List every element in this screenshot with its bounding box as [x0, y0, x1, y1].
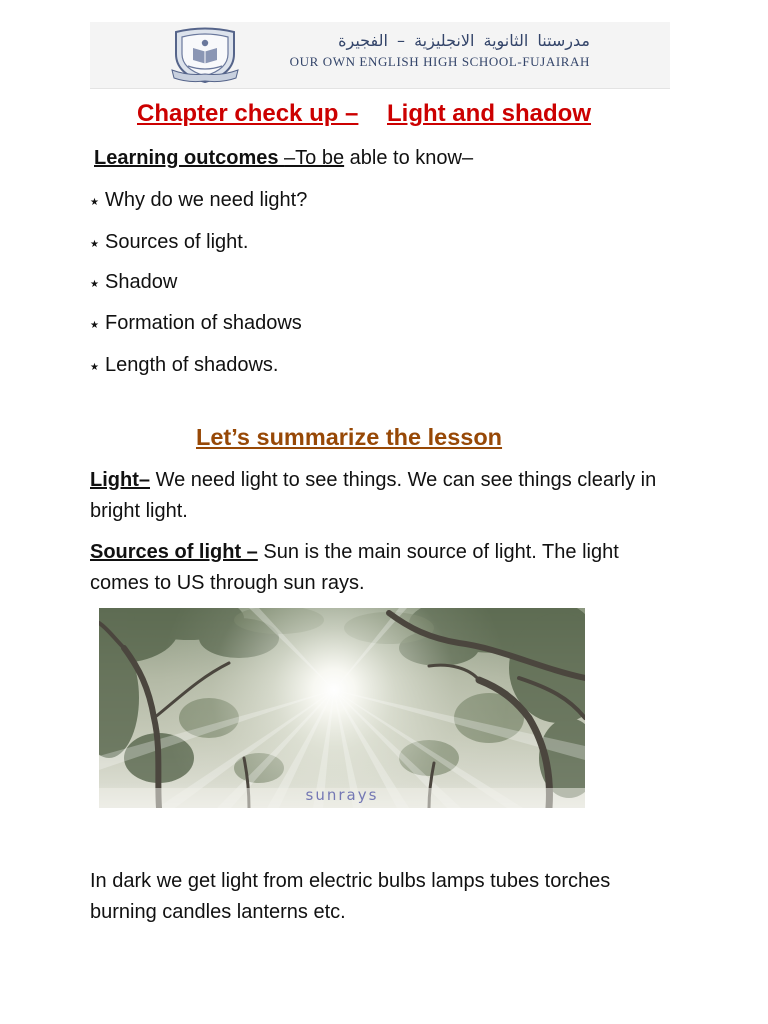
list-item — [90, 311, 302, 338]
sources-paragraph — [90, 537, 619, 599]
learning-outcomes-label: Learning outcomes — [94, 147, 279, 169]
summary-heading: Let’s summarize the lesson — [196, 424, 503, 450]
list-item-text: Formation of shadows — [105, 312, 302, 334]
dark-light-paragraph — [90, 866, 610, 928]
light-text-line: We need light to see things. We can see things clearly in — [155, 469, 657, 491]
list-item-text: Length of shadows. — [105, 354, 279, 376]
star-icon — [90, 191, 105, 215]
school-crest-logo — [168, 26, 242, 84]
list-item-text: Why do we need light? — [105, 189, 308, 211]
photo-caption: sunrays — [305, 786, 379, 804]
light-paragraph — [90, 465, 656, 527]
star-icon — [90, 273, 105, 297]
school-header-banner — [90, 22, 670, 89]
learning-outcomes-heading — [94, 146, 473, 170]
list-item — [90, 188, 307, 215]
light-label: Light– — [90, 469, 150, 491]
list-item — [90, 230, 248, 257]
chapter-title: Chapter check up – — [137, 100, 359, 127]
school-name-english: OUR OWN ENGLISH HIGH SCHOOL-FUJAIRAH — [289, 54, 590, 69]
dark-text-line: In dark we get light from electric bulbs lamps tubes torches — [90, 870, 611, 892]
list-item — [90, 353, 278, 380]
light-text-line: bright light. — [90, 500, 188, 522]
sources-label: Sources of light – — [90, 541, 258, 563]
sunrays-photo — [99, 608, 585, 808]
sources-text-line: comes to US through sun rays. — [90, 572, 365, 594]
star-icon — [90, 233, 105, 257]
sources-text-line: Sun is the main source of light. The light — [263, 541, 619, 563]
list-item-text: Sources of light. — [105, 231, 249, 253]
learning-outcomes-rest: able to know– — [349, 147, 474, 169]
star-icon — [90, 314, 105, 338]
list-item — [90, 270, 177, 297]
chapter-subject: Light and shadow — [387, 100, 591, 127]
star-icon — [90, 356, 105, 380]
learning-outcomes-connector: –To be — [284, 147, 345, 169]
school-name-arabic: مدرستنا الثانوية الانجليزية – الفجيرة — [338, 31, 590, 50]
dark-text-line: burning candles lanterns etc. — [90, 901, 346, 923]
list-item-text: Shadow — [105, 271, 178, 293]
